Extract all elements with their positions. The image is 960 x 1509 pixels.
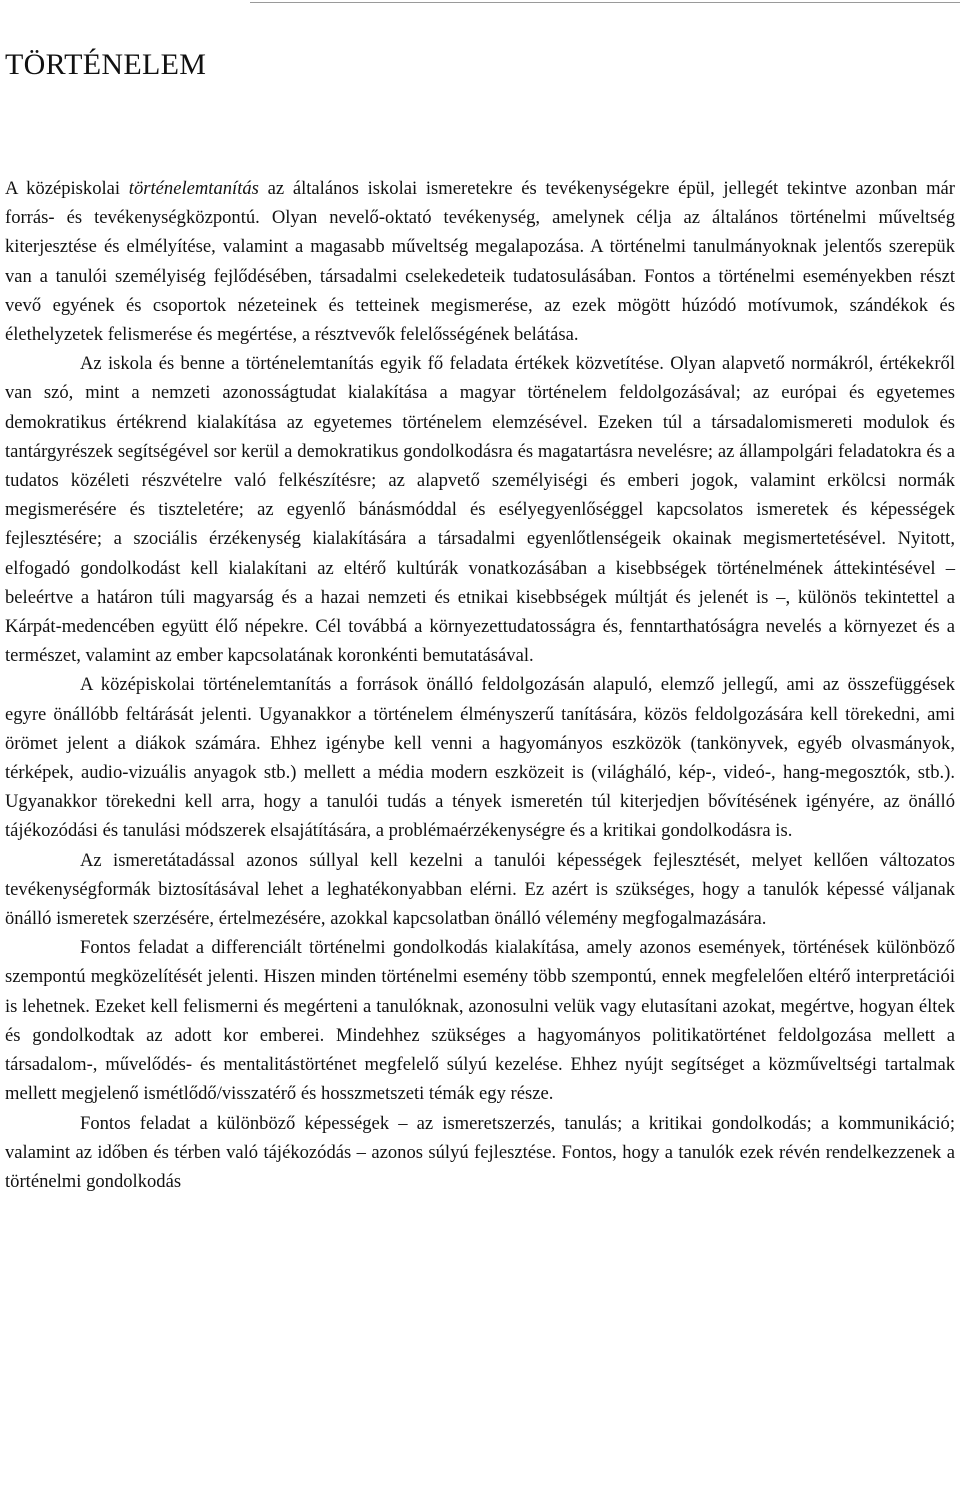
intro-text-start: A középiskolai (5, 178, 129, 199)
intro-paragraph (5, 174, 955, 349)
paragraph-abilities: Fontos feladat a különböző képességek – az ismeretszerzés, tanulás; a kritikai gondolkodás; a kommunikáció; valamint az időben és térben való tájékozódás – azonos súlyú fejlesztése. Fontos, hogy a tanulók ezek révén rendelkezzenek a történelmi gondolkodás (5, 1112, 955, 1192)
intro-emphasis: történelemtanítás (128, 178, 259, 199)
top-rule (250, 2, 960, 3)
paragraph-skills: Az ismeretátadással azonos súllyal kell kezelni a tanulói képességek fejlesztését, melyet kellően változatos tevékenységformák biztosításával lehet a leghatékonyabban elérni. Ez azért is szükséges, hogy a tanulók képessé váljanak önálló ismeretek szerzésére, értelmezésére, azokkal kapcsolatban önálló vélemény megfogalmazására. (5, 849, 955, 930)
document-page (5, 46, 955, 1196)
body-text (5, 174, 955, 1196)
paragraph-differentiated-thinking: Fontos feladat a differenciált történelmi gondolkodás kialakítása, amely azonos események, történések különböző szempontú megközelítését jelenti. Hiszen minden történelmi esemény több szempontú, ennek megfelelően eltérő interpretációi is lehetnek. Ezeket kell felismerni és megérteni a tanulóknak, azonosulni velük vagy elutasítani azokat, megértve, hogyan éltek és gondolkodtak az adott kor emberei. Mindehhez szükséges a hagyományos politikatörténet feldolgozása mellett a társadalom-, művelődés- és mentalitástörténet megfelelő súlyú kezelése. Ehhez nyújt segítséget a közműveltségi tartalmak mellett megjelenő ismétlődő/visszatérő és hosszmetszeti témák egy része. (5, 937, 955, 1105)
paragraph-sources: A középiskolai történelemtanítás a források önálló feldolgozásán alapuló, elemző jellegű, ami az összefüggések egyre önállóbb feltárását jelenti. Ugyanakkor a történelem élményszerű tanítására, közös feldolgozására kell törekedni, ami örömet jelent a diákok számára. Ehhez igénybe kell venni a hagyományos eszközök (tankönyvek, egyéb olvasmányok, térképek, audio-vizuális anyagok stb.) mellett a média modern eszközeit is (világháló, kép-, videó-, hang-megosztók, stb.). Ugyanakkor törekedni kell arra, hogy a tanulói tudás a tények ismeretén túl kiterjedjen bővítésének igényére, az önálló tájékozódási és tanulási módszerek elsajátítására, a problémaérzékenységre és a kritikai gondolkodásra is. (5, 674, 955, 842)
page-title: TÖRTÉNELEM (5, 48, 207, 81)
paragraph-values: Az iskola és benne a történelemtanítás egyik fő feladata értékek közvetítése. Olyan alapvető normákról, értékekről van szó, mint a nemzeti azonosságtudat kialakítása a magyar történelem feldolgozásával; az európai és egyetemes demokratikus értékrend kialakítása az egyetemes történelem elemzésével. Ezeken túl a társadalomismereti modulok és tantárgyrészek segítségével sor kerül a demokratikus gondolkodásra és magatartásra nevelésre; az állampolgári feladatokra és a tudatos közéleti részvételre való felkészítésre; az alapvető személyiségi és emberi jogok, valamint erkölcsi normák megismerésére és tiszteletére; az egyenlő bánásmóddal és esélyegyenlőséggel kapcsolatos ismeretek és képességek fejlesztésére; a szociális érzékenység kialakítására a társadalmi egyenlőtlenségeik okainak megismertetésével. Nyitott, elfogadó gondolkodást kell kialakítani az eltérő kultúrák vonatkozásában a kisebbségek történelmének áttekintésével – beleértve a határon túli magyarság és a hazai nemzeti és etnikai kisebbségek múltját és jelenét is –, különös tekintettel a Kárpát-medencében együtt élő népekre. Cél továbbá a környezettudatosságra és, fenntarthatóságra nevelés a környezet és a természet, valamint az ember kapcsolatának koronkénti bemutatásával. (5, 353, 955, 667)
intro-text-rest: az általános iskolai ismeretekre és tevékenységekre épül, jellegét tekintve azonban már forrás- és tevékenységközpontú. Olyan nevelő-oktató tevékenység, amelynek célja az általános történelmi műveltség kiterjesztése és elmélyítése, valamint a magasabb műveltség megalapozása. A történelmi tanulmányoknak jelentős szerepük van a tanulói személyiség fejlődésében, társadalmi cselekedeteik tudatosulásában. Fontos a történelmi eseményekben részt vevő egyének és csoportok nézeteinek és tetteinek megismerése, az ezek mögött húzódó motívumok, szándékok és élethelyzetek felismerése és megértése, a résztvevők felelősségének belátása. (5, 178, 955, 346)
